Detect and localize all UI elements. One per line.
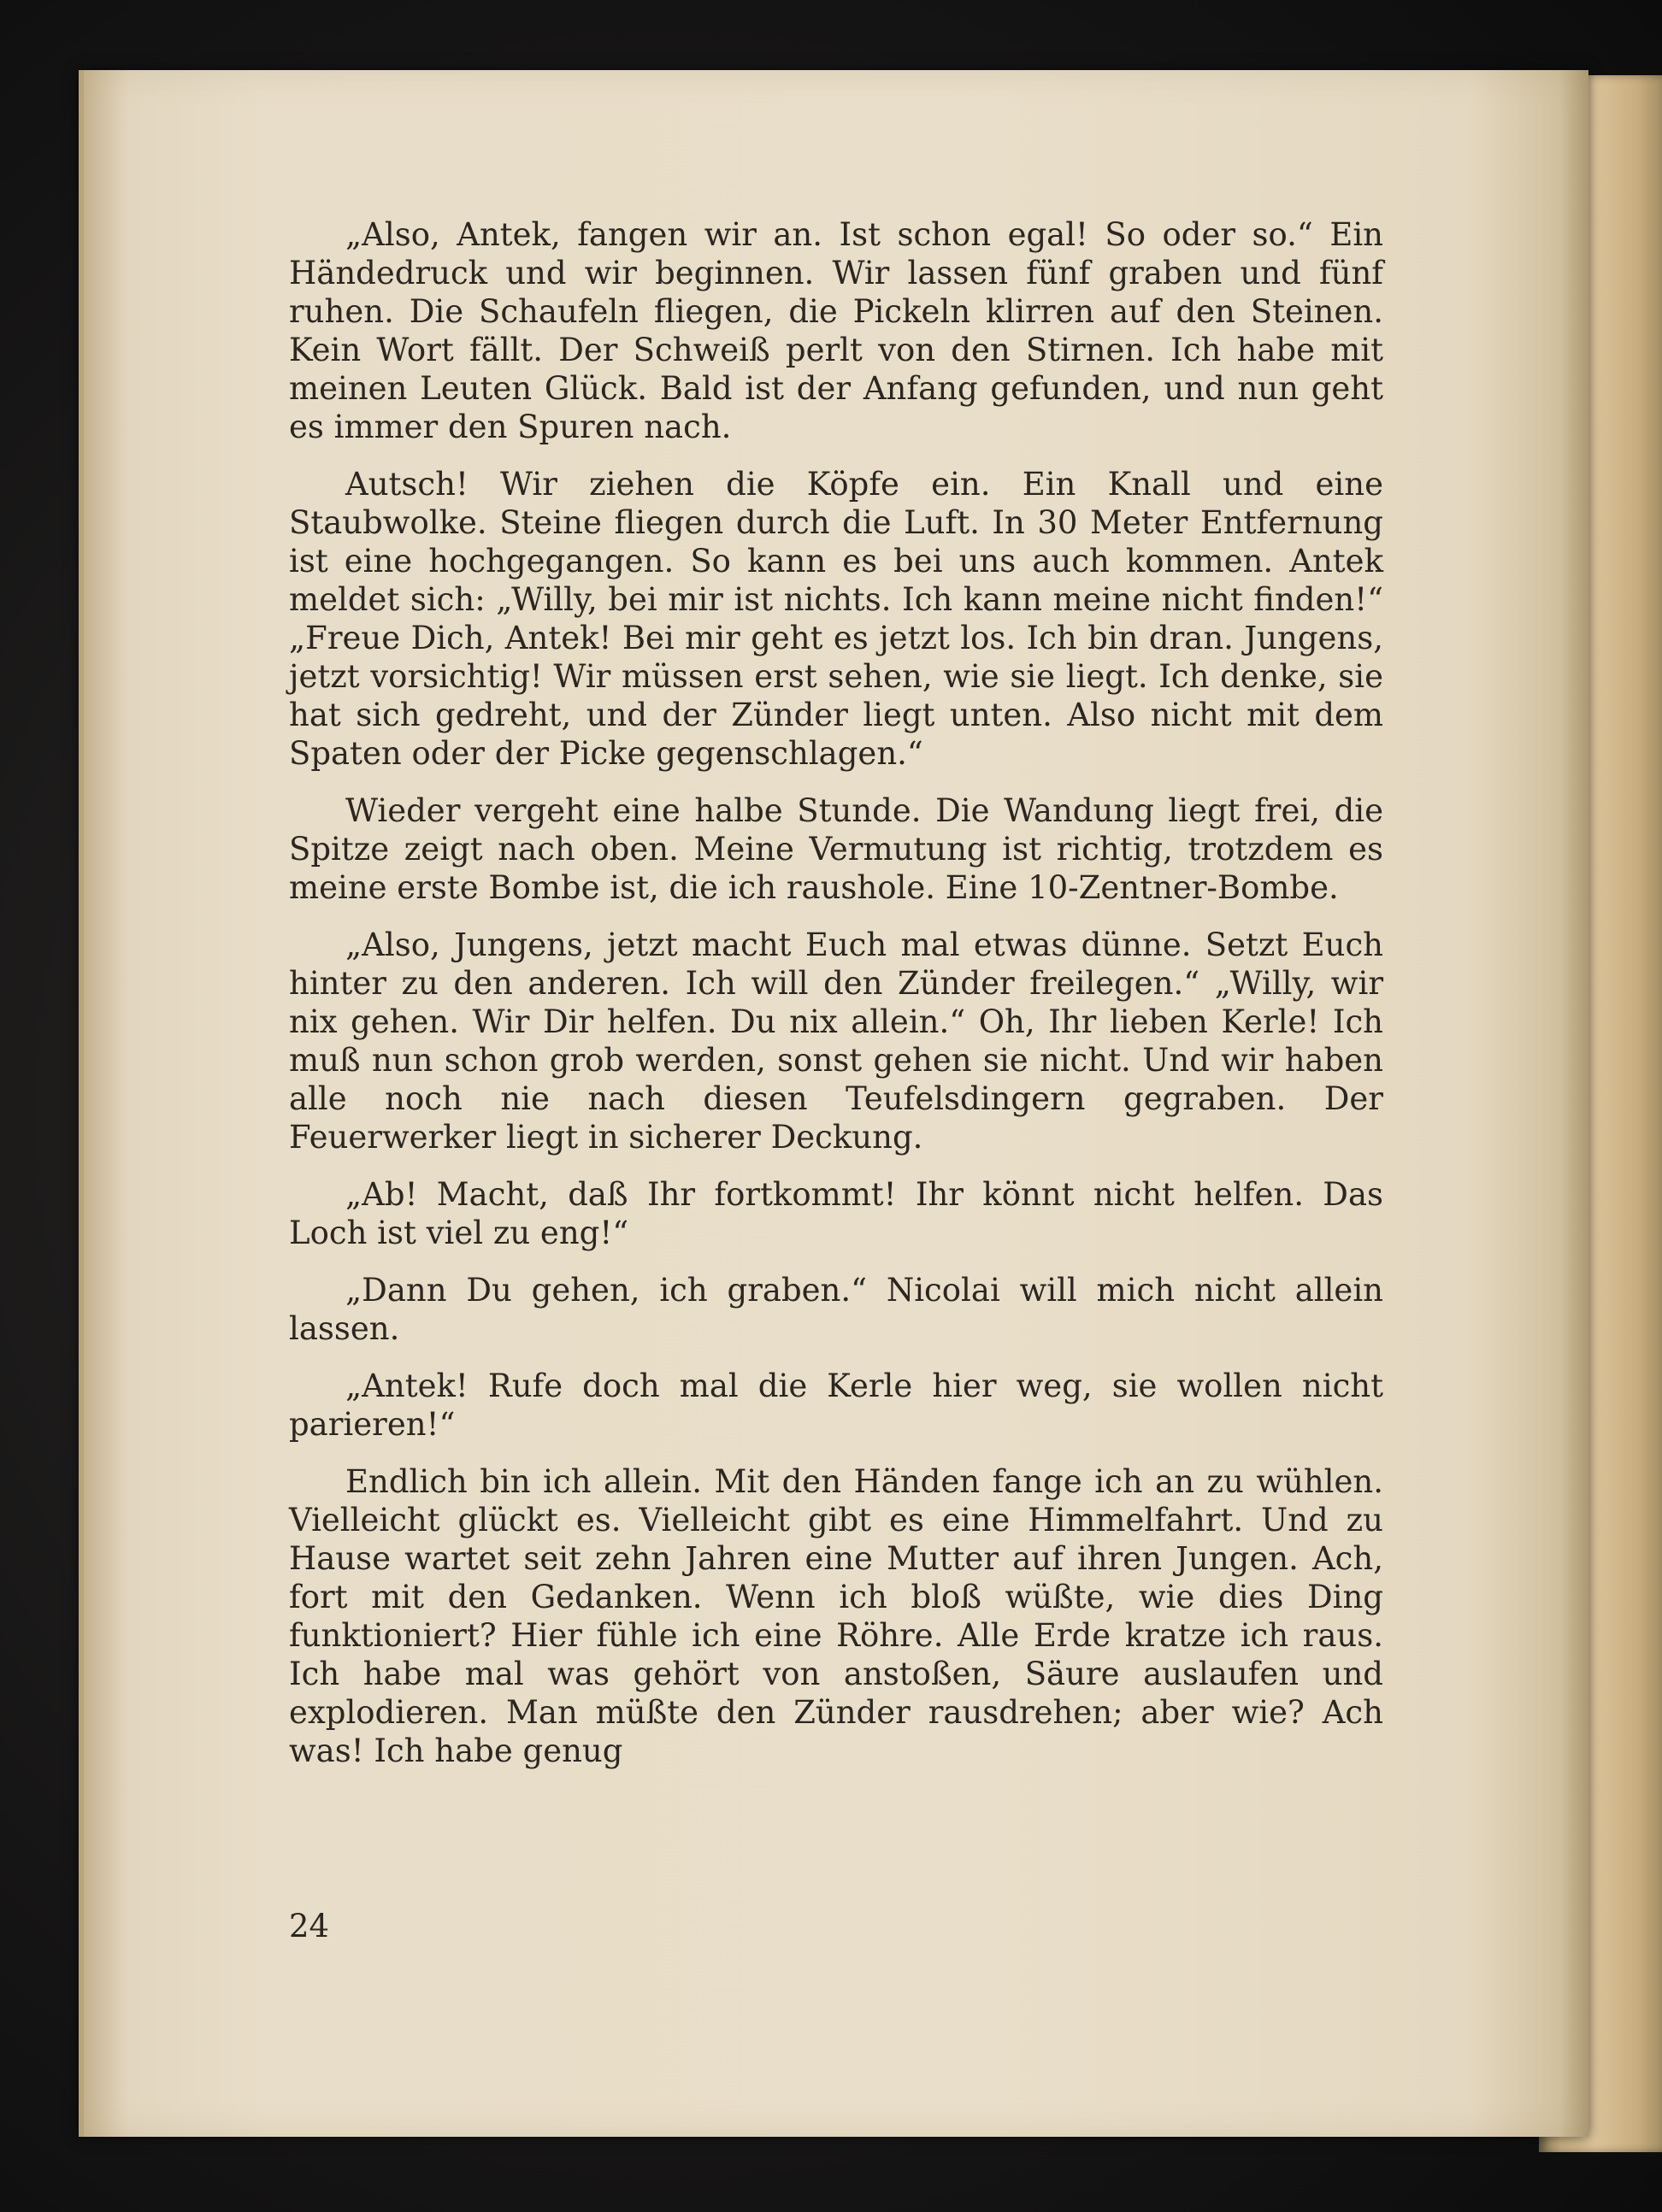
paragraph-5: „Ab! Macht, daß Ihr fortkommt! Ihr könnt nicht helfen. Das Loch ist viel zu eng!“ (289, 1176, 1383, 1251)
paragraph-3: Wieder vergeht eine halbe Stunde. Die Wandung liegt frei, die Spitze zeigt nach oben. Meine Vermutung ist richtig, trotzdem es meine erste Bombe ist, die ich raushole. Eine 10-Zentner-Bombe. (289, 792, 1383, 906)
page-text (289, 215, 1383, 1789)
paragraph-1: „Also, Antek, fangen wir an. Ist schon egal! So oder so.“ Ein Händedruck und wir beginnen. Wir lassen fünf graben und fünf ruhen. Die Schaufeln fliegen, die Pickeln klirren auf den Steinen. Kein Wort fällt. Der Schweiß perlt von den Stirnen. Ich habe mit meinen Leuten Glück. Bald ist der Anfang gefunden, und nun geht es immer den Spuren nach. (289, 216, 1383, 445)
paragraph-8: Endlich bin ich allein. Mit den Händen fange ich an zu wühlen. Vielleicht glückt es. Vielleicht gibt es eine Himmelfahrt. Und zu Hause wartet seit zehn Jahren eine Mutter auf ihren Jungen. Ach, fort mit den Gedanken. Wenn ich bloß wüßte, wie dies Ding funktioniert? Hier fühle ich eine Röhre. Alle Erde kratze ich raus. Ich habe mal was gehört von anstoßen, Säure auslaufen und explodieren. Man müßte den Zünder rausdrehen; aber wie? Ach was! Ich habe genug (289, 1463, 1383, 1769)
page-number: 24 (289, 1908, 330, 1944)
paragraph-4: „Also, Jungens, jetzt macht Euch mal etwas dünne. Setzt Euch hinter zu den anderen. Ich will den Zünder freilegen.“ „Willy, wir nix gehen. Wir Dir helfen. Du nix allein.“ Oh, Ihr lieben Kerle! Ich muß nun schon grob werden, sonst gehen sie nicht. Und wir haben alle noch nie nach diesen Teufelsdingern gegraben. Der Feuerwerker liegt in sicherer Deckung. (289, 927, 1383, 1156)
paragraph-7: „Antek! Rufe doch mal die Kerle hier weg, sie wollen nicht parieren!“ (289, 1368, 1383, 1443)
paragraph-2: Autsch! Wir ziehen die Köpfe ein. Ein Knall und eine Staubwolke. Steine fliegen durch die Luft. In 30 Meter Entfernung ist eine hochgegangen. So kann es bei uns auch kommen. Antek meldet sich: „Willy, bei mir ist nichts. Ich kann meine nicht finden!“ „Freue Dich, Antek! Bei mir geht es jetzt los. Ich bin dran. Jungens, jetzt vorsichtig! Wir müssen erst sehen, wie sie liegt. Ich denke, sie hat sich gedreht, und der Zünder liegt unten. Also nicht mit dem Spaten oder der Picke gegenschlagen.“ (289, 466, 1383, 772)
paragraph-6: „Dann Du gehen, ich graben.“ Nicolai will mich nicht allein lassen. (289, 1272, 1383, 1347)
